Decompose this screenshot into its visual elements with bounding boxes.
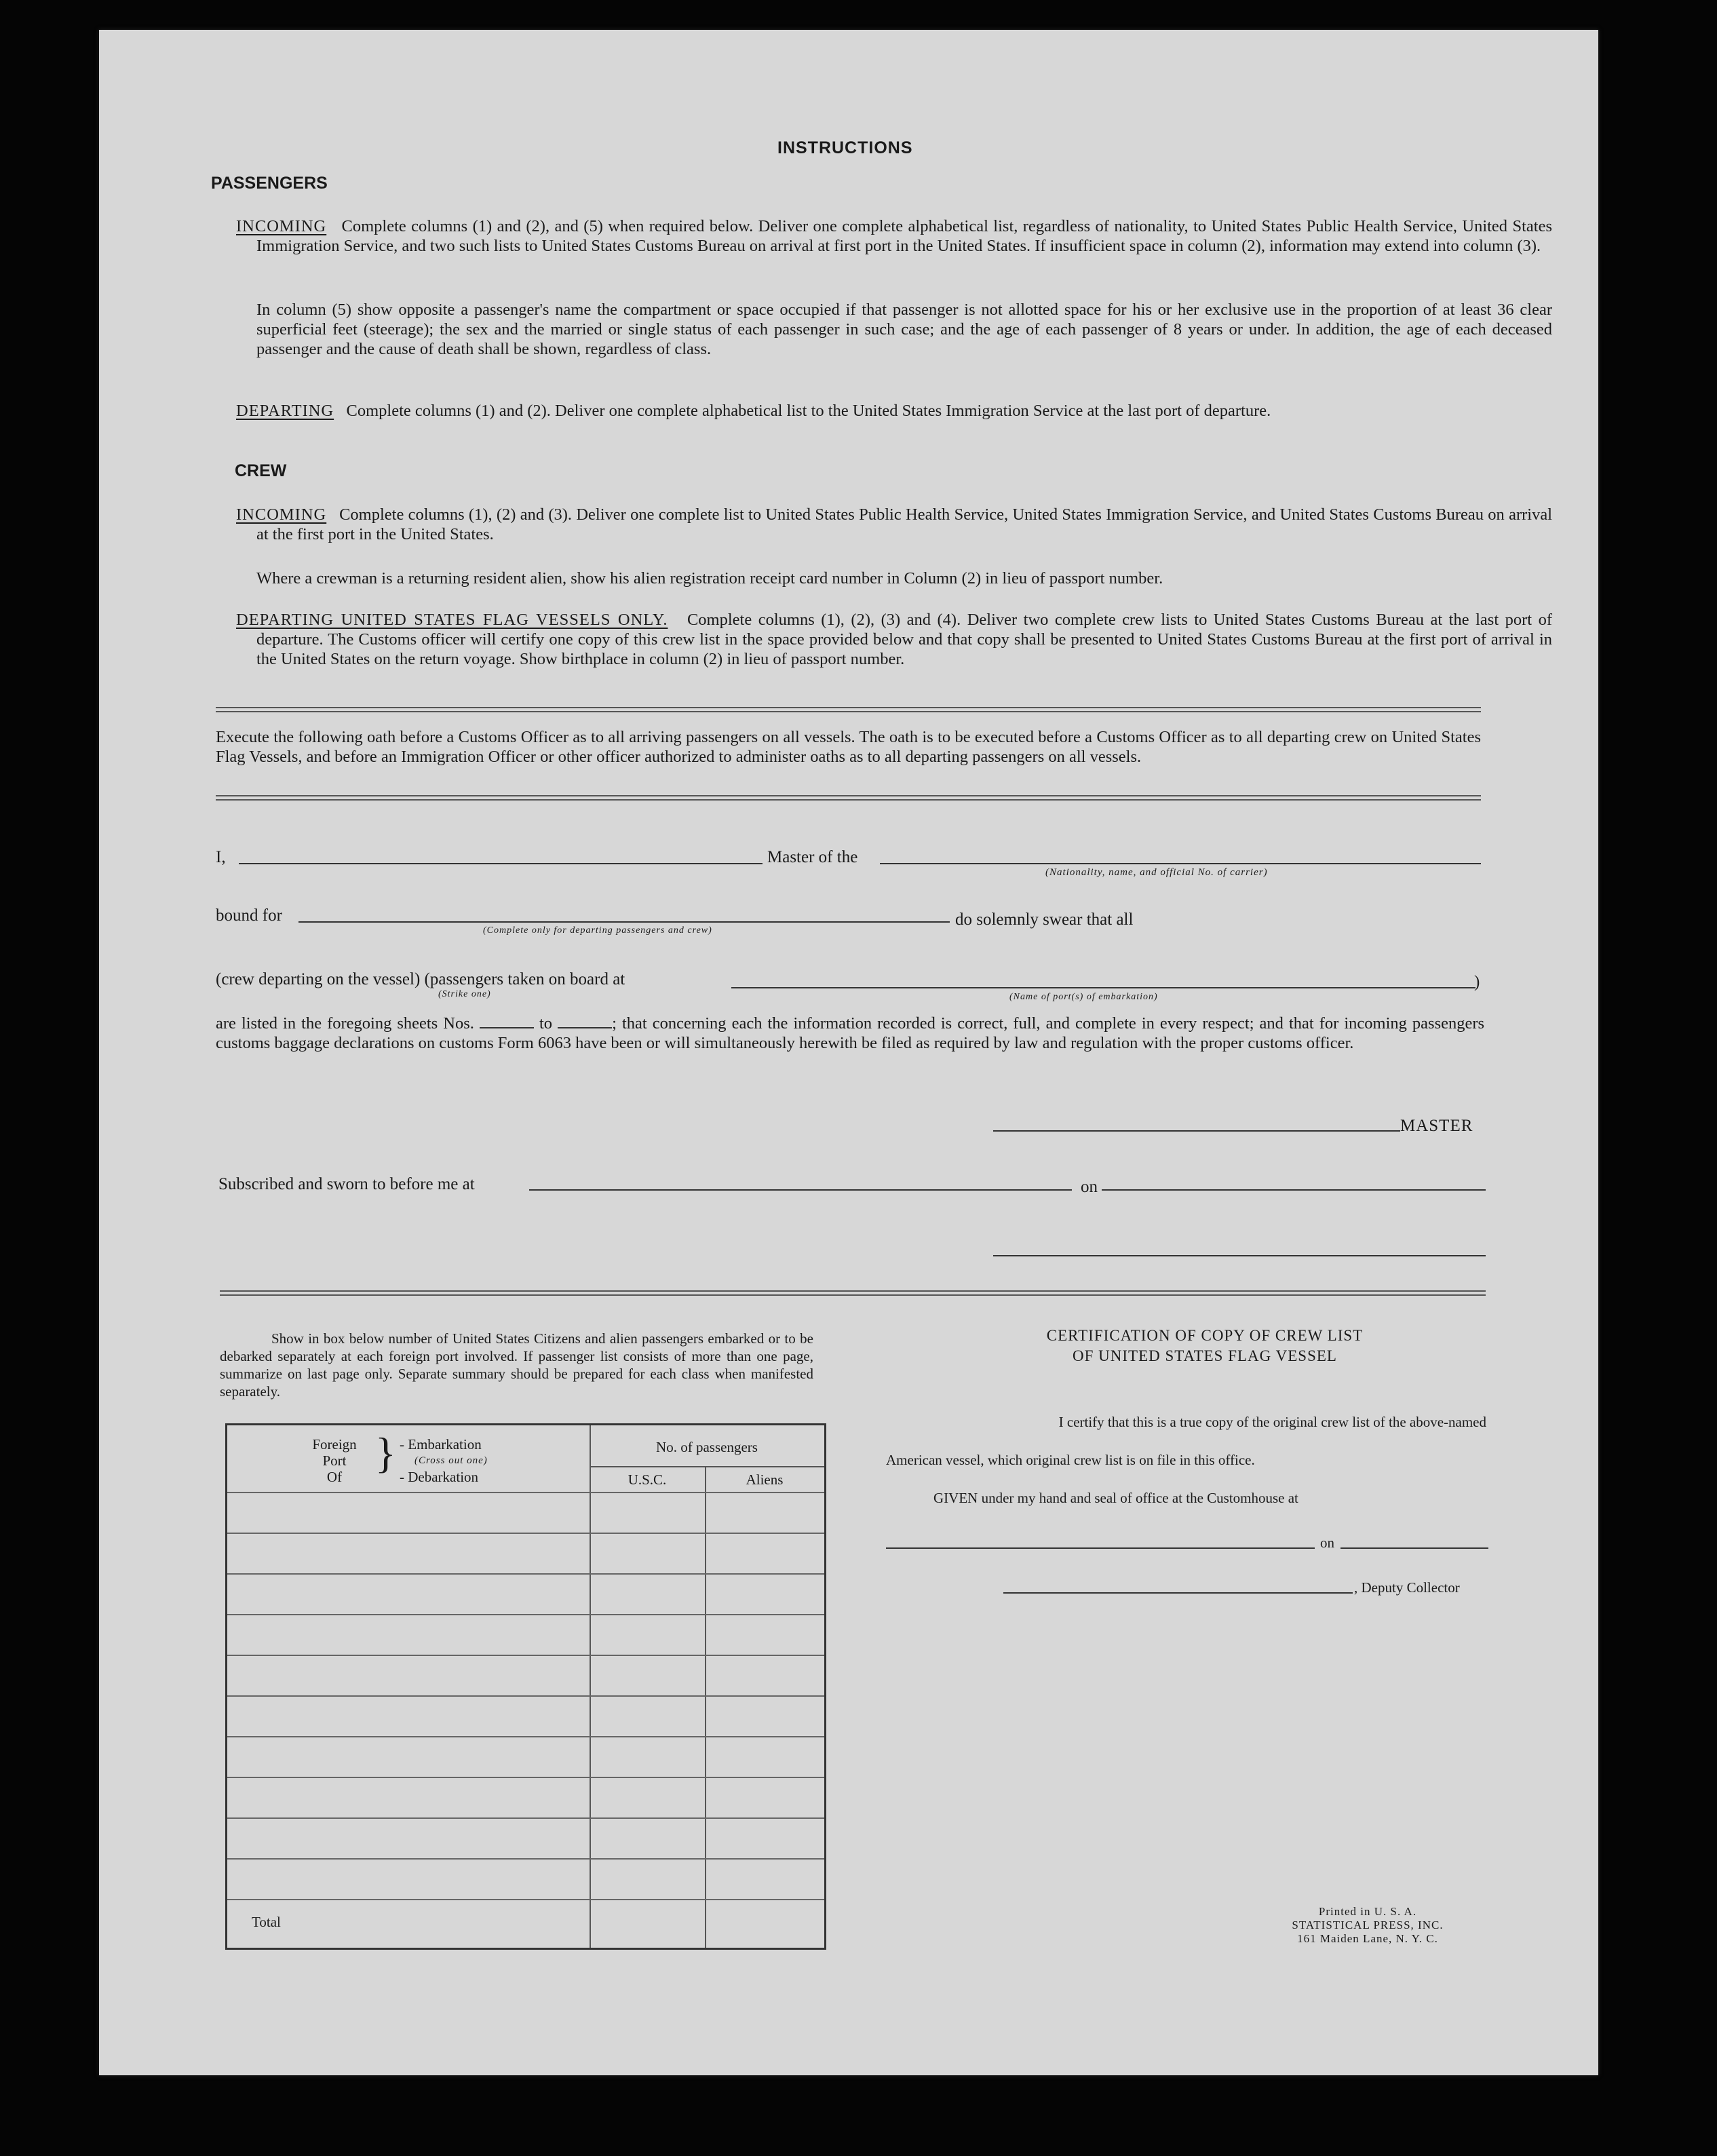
certification-line-1: I certify that this is a true copy of the original crew list of the above-named [1058, 1414, 1486, 1430]
subscribed-date-field[interactable] [1102, 1189, 1486, 1191]
embark-debark-labels [400, 1436, 488, 1485]
crew-incoming-label: INCOMING [236, 505, 327, 524]
certification-on-label: on [1320, 1535, 1334, 1551]
passengers-incoming-paragraph [236, 216, 1552, 256]
passengers-heading: PASSENGERS [211, 174, 328, 193]
on-label: on [1081, 1178, 1098, 1196]
crew-incoming-paragraph [236, 505, 1553, 544]
passengers-departing-text: Complete columns (1) and (2). Deliver one complete alphabetical list to the United States Immigration Service at the last port of departure. [346, 402, 1271, 420]
certification-line-3: GIVEN under my hand and seal of office at the Customhouse at [933, 1490, 1298, 1506]
carrier-caption: (Nationality, name, and official No. of carrier) [1045, 867, 1268, 878]
strike-choice-text: (crew departing on the vessel) (passengers taken on board at [216, 970, 625, 988]
officer-signature-field[interactable] [993, 1255, 1486, 1256]
crew-departing-label: DEPARTING UNITED STATES FLAG VESSELS ONLY. [236, 611, 668, 629]
table-row[interactable] [227, 1858, 824, 1860]
divider-rule [220, 1294, 1486, 1296]
bound-for-field[interactable] [298, 921, 950, 923]
strike-caption: (Strike one) [438, 989, 491, 999]
sheet-to-field[interactable] [558, 1027, 612, 1028]
oath-body [216, 1014, 1484, 1053]
swear-text: do solemnly swear that all [955, 910, 1134, 929]
crew-resident-paragraph: Where a crewman is a returning resident alien, show his alien registration receipt card number in Column (2) in lieu of passport number. [256, 569, 1163, 588]
cross-out-label: (Cross out one) [414, 1455, 488, 1466]
oath-i-label: I, [216, 848, 226, 866]
oath-instructions: Execute the following oath before a Customs Officer as to all arriving passengers on all vessels. The oath is to be executed before a Customs Officer as to all departing crew on United States Flag Vessels, and before an Immigration Officer or other officer authorized to administer oaths as to all departing passengers on all vessels. [216, 728, 1481, 766]
ports-caption: (Name of port(s) of embarkation) [1009, 992, 1158, 1002]
crew-departing-text: Complete columns (1), (2), (3) and (4). Deliver two complete crew lists to United States Customs Bureau at the last port of departure. The Customs officer will certify one copy of this crew list in the space provided below and that copy shall be presented to United States Customs Bureau at the first port of arrival in the United States on the return voyage. Show birthplace in column (2) in lieu of passport number. [256, 611, 1552, 668]
divider-rule [216, 707, 1481, 708]
usc-header: U.S.C. [628, 1471, 667, 1488]
certification-line-2: American vessel, which original crew list is on file in this office. [886, 1452, 1255, 1468]
divider-rule [216, 711, 1481, 712]
subscribed-label: Subscribed and sworn to before me at [218, 1175, 475, 1193]
passengers-column5-paragraph: In column (5) show opposite a passenger's name the compartment or space occupied if that passenger is not allotted space for his or her exclusive use in the proportion of at least 36 clear superficial feet (steerage); the sex and the married or single status of each passenger in such case; and the age of each passenger of 8 years or under. In addition, the age of each deceased passenger and the cause of death shall be shown, regardless of class. [256, 301, 1552, 358]
table-row[interactable] [227, 1655, 824, 1656]
subscribed-place-field[interactable] [529, 1189, 1072, 1191]
of-label: Of [326, 1469, 343, 1485]
passengers-departing-label: DEPARTING [236, 402, 334, 420]
table-row[interactable] [227, 1736, 824, 1737]
port-label: Port [322, 1452, 347, 1469]
divider-rule [216, 795, 1481, 796]
foreign-label: Foreign [312, 1436, 357, 1452]
printer-line-1: Printed in U. S. A. [1318, 1905, 1417, 1918]
bound-for-label: bound for [216, 906, 282, 925]
divider-rule [216, 799, 1481, 801]
table-row[interactable] [227, 1573, 824, 1575]
table-row[interactable] [227, 1614, 824, 1615]
listed-to: to [539, 1014, 553, 1033]
document-page [99, 30, 1598, 2075]
deputy-signature-field[interactable] [1003, 1592, 1353, 1594]
master-name-field[interactable] [239, 863, 763, 864]
carrier-field[interactable] [880, 863, 1481, 864]
deputy-collector-label: , Deputy Collector [1354, 1579, 1460, 1596]
close-paren: ) [1474, 973, 1480, 991]
table-row[interactable] [227, 1533, 824, 1534]
printer-line-2: STATISTICAL PRESS, INC. [1292, 1919, 1444, 1931]
table-row[interactable] [227, 1817, 824, 1819]
master-label: MASTER [1400, 1117, 1473, 1135]
table-row[interactable] [227, 1695, 824, 1697]
column-divider [705, 1466, 706, 1948]
brace-icon: } [375, 1429, 396, 1477]
printer-line-3: 161 Maiden Lane, N. Y. C. [1297, 1932, 1438, 1945]
embarkation-label[interactable]: - Embarkation [400, 1436, 482, 1452]
summary-instructions: Show in box below number of United States Citizens and alien passengers embarked or to be debarked separately at each foreign port involved. If passenger list consists of more than one page, summarize on last page only. Separate summary should be prepared for each class when manifested separately. [220, 1330, 813, 1400]
certification-heading [961, 1326, 1449, 1366]
crew-heading: CREW [235, 461, 287, 480]
foreign-port-of [307, 1436, 362, 1485]
embarkation-ports-field[interactable] [731, 987, 1475, 988]
column-divider [590, 1425, 591, 1948]
certification-heading-line-1: CERTIFICATION OF COPY OF CREW LIST [1046, 1327, 1364, 1344]
certification-heading-line-2: OF UNITED STATES FLAG VESSEL [1073, 1347, 1337, 1364]
no-passengers-header: No. of passengers [656, 1439, 758, 1455]
total-label: Total [252, 1914, 281, 1930]
master-signature-field[interactable] [993, 1130, 1400, 1132]
table-row[interactable] [227, 1492, 824, 1493]
crew-departing-paragraph [236, 610, 1552, 669]
passengers-incoming-label: INCOMING [236, 217, 327, 235]
aliens-header: Aliens [746, 1471, 784, 1488]
sheet-from-field[interactable] [480, 1027, 534, 1028]
divider-rule [220, 1290, 1486, 1292]
passengers-departing-paragraph [236, 401, 1552, 421]
bound-for-caption: (Complete only for departing passengers and crew) [483, 925, 712, 936]
customhouse-field[interactable] [886, 1547, 1315, 1549]
passengers-incoming-text: Complete columns (1) and (2), and (5) when required below. Deliver one complete alphabetical list, regardless of nationality, to United States Public Health Service, United States Immigration Service, and two such lists to United States Customs Bureau on arrival at first port in the United States. If insufficient space in column (2), information may extend into column (3). [256, 217, 1552, 255]
listed-text-a: are listed in the foregoing sheets Nos. [216, 1014, 474, 1033]
master-of-label: Master of the [767, 848, 858, 866]
crew-incoming-text: Complete columns (1), (2) and (3). Deliver one complete list to United States Public Health Service, United States Immigration Service, and United States Customs Bureau on arrival at the first port in the United States. [256, 505, 1553, 543]
table-row[interactable] [227, 1899, 824, 1900]
header-subrule [590, 1466, 824, 1467]
passenger-summary-box [225, 1423, 826, 1950]
certification-date-field[interactable] [1340, 1547, 1488, 1549]
listed-text-b: ; that concerning each the information recorded is correct, full, and complete in every respect; and that for incoming passengers customs baggage declarations on customs Form 6063 have been or will simultaneously herewith be filed as required by law and regulation with the proper customs officer. [216, 1014, 1485, 1052]
table-row[interactable] [227, 1777, 824, 1778]
page-title: INSTRUCTIONS [777, 138, 913, 157]
debarkation-label[interactable]: - Debarkation [400, 1469, 479, 1485]
printer-imprint [1266, 1905, 1469, 1946]
